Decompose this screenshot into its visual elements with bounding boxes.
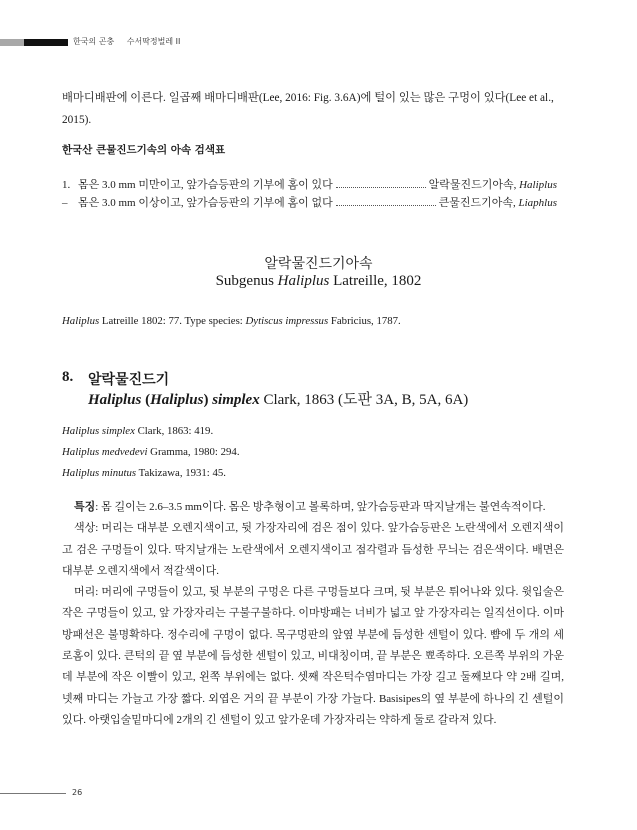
header-book: 한국의 곤충 xyxy=(73,37,115,46)
key-item-number: 1. xyxy=(62,179,71,191)
page-number: 26 xyxy=(72,788,83,797)
species-name-sci: Haliplus (Haliplus) simplex Clark, 1863 (도판 3A, B, 5A, 6A) xyxy=(88,392,469,408)
species-name-ko: 알락물진드기 xyxy=(88,372,170,388)
synonym-entry: Haliplus minutus Takizawa, 1931: 45. xyxy=(62,467,227,479)
header-bar-black xyxy=(24,39,68,46)
header-volume: 수서딱정벌레 II xyxy=(126,37,181,46)
key-item-result: 큰물진드기아속, Liaphlus xyxy=(438,197,557,209)
description xyxy=(62,497,564,731)
description-features: 특징: 몸 길이는 2.6–3.5 mm이다. 몸은 방추형이고 볼록하며, 앞가슴등판과 딱지날개는 불연속적이다. xyxy=(74,501,546,513)
type-species-line: Haliplus Latreille 1802: 77. Type species: Dytiscus impressus Fabricius, 1787. xyxy=(62,315,401,327)
leader-dots xyxy=(336,187,426,188)
key-item-text: 몸은 3.0 mm 이상이고, 앞가슴등판의 기부에 홈이 없다 xyxy=(78,197,333,209)
key-item xyxy=(62,176,557,192)
key-item-text: 몸은 3.0 mm 미만이고, 앞가슴등판의 기부에 홈이 있다 xyxy=(78,179,333,191)
header-bar-gray xyxy=(0,39,24,46)
subgenus-title-sci: Subgenus Haliplus Latreille, 1802 xyxy=(215,273,422,289)
key-item-number: – xyxy=(62,197,68,209)
intro-paragraph: 배마디배판에 이른다. 일곱째 배마디배판(Lee, 2016: Fig. 3.6A)에 털이 있는 많은 구멍이 있다(Lee et al., 2015). xyxy=(62,92,554,126)
synonym-entry: Haliplus medvedevi Gramma, 1980: 294. xyxy=(62,446,240,458)
header-title xyxy=(73,36,190,47)
running-header xyxy=(0,37,320,47)
description-color: 색상: 머리는 대부분 오렌지색이고, 뒷 가장자리에 검은 점이 있다. 앞가슴등판은 노란색에서 오렌지색이고 검은 구멍들이 있다. 딱지날개는 노란색에서 오렌지색이고 점각렬과 듬성한 무늬는 검은색이다. 배면은 대부분 오렌지색에서 적갈색이다. xyxy=(62,522,564,577)
synonym-entry: Haliplus simplex Clark, 1863: 419. xyxy=(62,425,214,437)
species-number: 8. xyxy=(62,369,74,385)
footer-rule xyxy=(0,793,66,794)
description-head: 머리: 머리에 구멍들이 있고, 뒷 부분의 구멍은 다른 구멍들보다 크며, 뒷 부분은 튀어나와 있다. 윗입술은 작은 구멍들이 있고, 앞 가장자리는 구불구불하다. 이마방패는 너비가 넓고 앞 가장자리는 일직선이다. 이마방패선은 불명확하다. 정수리에 구멍이 없다. 목구멍판의 앞옆 부분에 듬성한 센털이 있다. 뺨에 두 개의 세로홈이 있다. 큰턱의 끝 옆 부분에 듬성한 센털이 있고, 비대칭이며, 끝 부분은 뾰족하다. 오른쪽 부위의 가운데 부분에 작은 이빨이 있고, 왼쪽 부위에는 없다. 셋째 작은턱수염마디는 가장 길고 둘째보다 약 2배 길며, 넷째 마디는 가늘고 가장 짧다. 외엽은 거의 끝 부분이 가장 가늘다. Basisipes의 옆 부분에 하나의 긴 센털이 있다. 아랫입술밑마디에 2개의 긴 센털이 있고 앞가운데 가장자리는 약하게 둘로 갈라져 있다. xyxy=(62,586,564,726)
key-heading: 한국산 큰물진드기속의 아속 검색표 xyxy=(62,144,226,156)
subgenus-title-ko: 알락물진드기아속 xyxy=(264,256,373,272)
leader-dots xyxy=(336,205,436,206)
key-item xyxy=(62,194,557,210)
key-item-result: 알락물진드기아속, Haliplus xyxy=(428,179,557,191)
